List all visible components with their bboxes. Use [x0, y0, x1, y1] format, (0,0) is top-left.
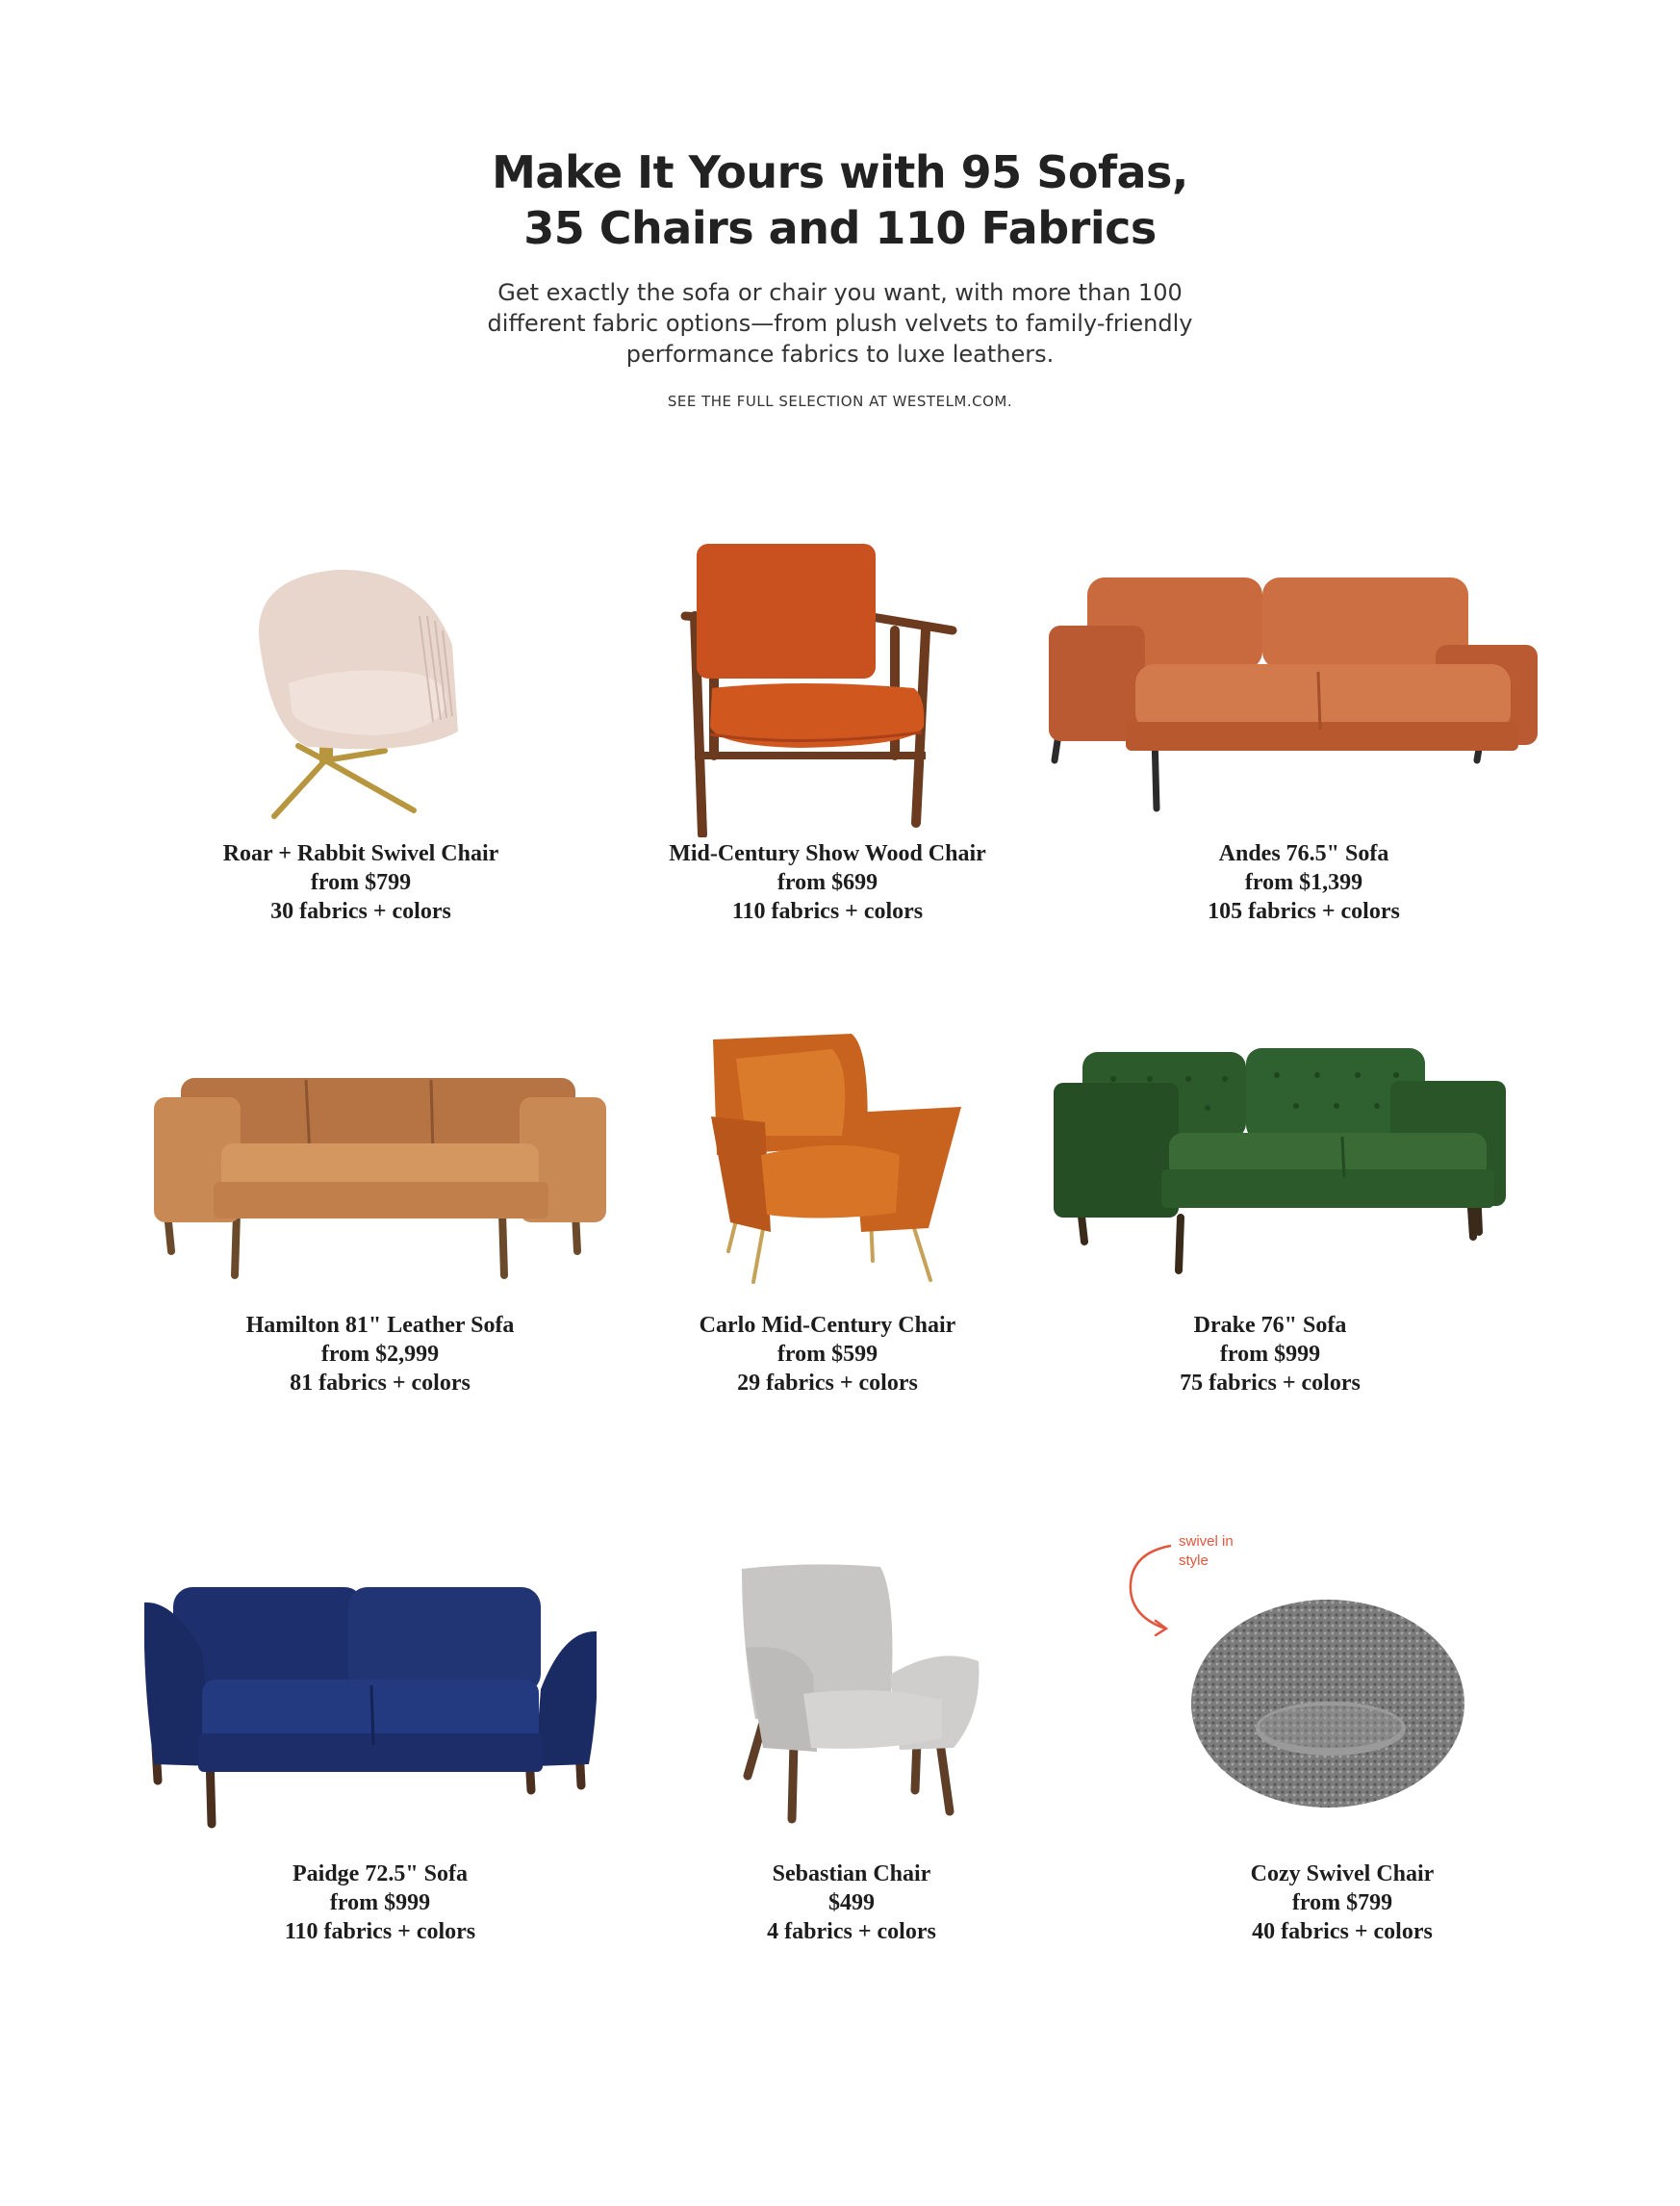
product-image-drake-sofa[interactable]	[1054, 1044, 1506, 1275]
product-caption-roar-rabbit-chair	[168, 839, 553, 926]
product-fabrics: 40 fabrics + colors	[1252, 1919, 1433, 1944]
product-price: from $1,399	[1244, 870, 1363, 895]
product-fabrics: 4 fabrics + colors	[767, 1919, 936, 1944]
product-fabrics: 30 fabrics + colors	[270, 899, 451, 924]
product-fabrics: 81 fabrics + colors	[290, 1371, 471, 1396]
sofa-icon	[1049, 568, 1540, 818]
product-price: from $699	[776, 870, 878, 895]
sofa-icon	[144, 1583, 597, 1829]
headline	[0, 144, 1680, 256]
product-name: Andes 76.5" Sofa	[1218, 841, 1389, 866]
product-caption-andes-sofa	[1111, 839, 1496, 926]
product-name: Paidge 72.5" Sofa	[293, 1861, 468, 1886]
swivel-note-line-2: style	[1179, 1552, 1209, 1569]
product-fabrics: 29 fabrics + colors	[737, 1371, 918, 1396]
leather-sofa-icon	[154, 1068, 606, 1280]
product-fabrics: 75 fabrics + colors	[1180, 1371, 1361, 1396]
product-caption-hamilton-sofa	[188, 1311, 573, 1398]
intro-text	[455, 277, 1225, 370]
product-image-carlo-chair[interactable]	[707, 1030, 967, 1290]
product-price: from $999	[1219, 1342, 1321, 1367]
headline-line-2: 35 Chairs and 110 Fabrics	[523, 202, 1157, 254]
product-name: Sebastian Chair	[772, 1861, 931, 1886]
product-caption-carlo-chair	[635, 1311, 1020, 1398]
product-name: Roar + Rabbit Swivel Chair	[222, 841, 499, 866]
wood-frame-chair-icon	[674, 534, 962, 837]
product-name: Drake 76" Sofa	[1193, 1313, 1347, 1338]
website-cta[interactable]: SEE THE FULL SELECTION AT WESTELM.COM.	[667, 393, 1013, 410]
intro-line-1: Get exactly the sofa or chair you want, with more than 100	[497, 279, 1183, 306]
product-image-sebastian-chair[interactable]	[736, 1559, 986, 1824]
swivel-chair-icon	[231, 558, 500, 828]
product-fabrics: 110 fabrics + colors	[731, 899, 924, 924]
product-image-roar-rabbit-chair[interactable]	[231, 558, 500, 828]
product-price: from $999	[329, 1890, 431, 1915]
product-image-hamilton-leather-sofa[interactable]	[154, 1068, 606, 1280]
product-price: $499	[828, 1890, 875, 1915]
intro-line-3: performance fabrics to luxe leathers.	[625, 341, 1055, 368]
page-header	[0, 144, 1680, 410]
product-name: Cozy Swivel Chair	[1250, 1861, 1435, 1886]
tufted-sofa-icon	[1054, 1044, 1506, 1275]
product-name: Carlo Mid-Century Chair	[699, 1313, 956, 1338]
swivel-note	[1179, 1532, 1234, 1571]
product-price: from $2,999	[320, 1342, 440, 1367]
product-image-mid-century-show-wood-chair[interactable]	[674, 534, 962, 837]
armchair-icon	[707, 1030, 967, 1290]
product-image-cozy-swivel-chair[interactable]	[1188, 1598, 1467, 1814]
curved-arrow-icon	[1121, 1540, 1179, 1636]
product-name: Hamilton 81" Leather Sofa	[245, 1313, 515, 1338]
product-fabrics: 105 fabrics + colors	[1208, 899, 1400, 924]
product-image-paidge-sofa[interactable]	[144, 1583, 597, 1829]
product-caption-cozy-swivel-chair	[1150, 1860, 1535, 1946]
armchair-icon	[736, 1559, 986, 1824]
product-caption-sebastian-chair	[659, 1860, 1044, 1946]
product-caption-drake-sofa	[1078, 1311, 1463, 1398]
product-image-andes-sofa[interactable]	[1049, 568, 1540, 818]
product-caption-mid-century-chair	[635, 839, 1020, 926]
swivel-note-line-1: swivel in	[1179, 1533, 1234, 1550]
headline-line-1: Make It Yours with 95 Sofas,	[492, 146, 1188, 198]
product-price: from $799	[1291, 1890, 1393, 1915]
intro-line-2: different fabric options—from plush velvets to family-friendly	[487, 310, 1193, 337]
product-caption-paidge-sofa	[188, 1860, 573, 1946]
round-swivel-chair-icon	[1188, 1598, 1467, 1814]
product-name: Mid-Century Show Wood Chair	[669, 841, 986, 866]
product-fabrics: 110 fabrics + colors	[284, 1919, 476, 1944]
product-price: from $799	[310, 870, 412, 895]
product-price: from $599	[776, 1342, 878, 1367]
